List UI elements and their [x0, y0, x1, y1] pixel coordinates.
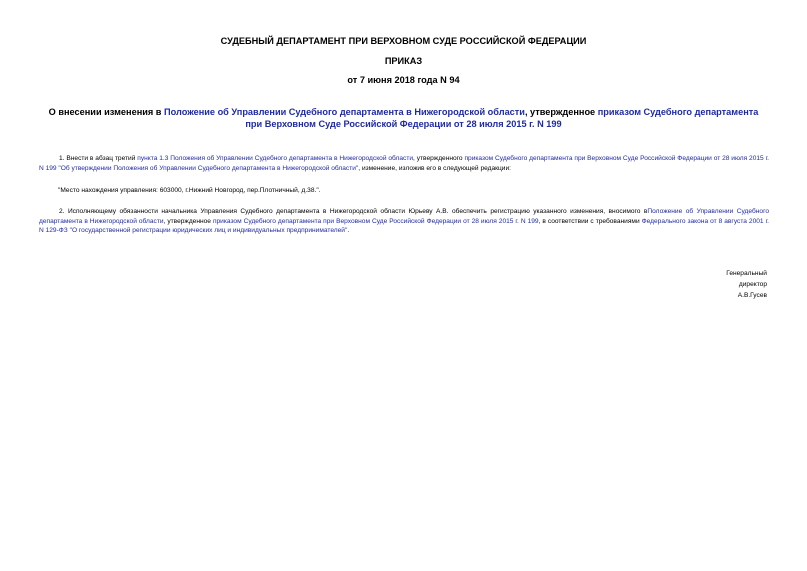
organization-heading: СУДЕБНЫЙ ДЕПАРТАМЕНТ ПРИ ВЕРХОВНОМ СУДЕ РОССИЙСКОЙ ФЕДЕРАЦИИ	[220, 36, 587, 46]
p3-text-2: , утвержденное	[163, 217, 213, 225]
p3-link-regulation[interactable]: Положение об Управлении Судебного департамента в Нижегородской области	[39, 208, 770, 225]
p1-link-order[interactable]: приказом Судебного департамента при Верховном Суде Российской Федерации от 28 июля 2015 г. N 199 "Об утверждении Положения об Управлении Судебного департамента в Нижегородской области"	[39, 155, 770, 172]
signature-name: А.В.Гусев	[737, 292, 767, 299]
signature-block	[647, 268, 767, 301]
p1-text-3: , изменение, изложив его в следующей редакции:	[358, 164, 512, 172]
signature-position-line1: Генеральный	[726, 270, 767, 277]
p1-text-1: 1. Внести в абзац третий	[59, 155, 138, 162]
paragraph-2: "Место нахождения управления: 603000, г.Нижний Новгород, пер.Плотничный, д.38.".	[58, 187, 321, 194]
paragraph-3	[39, 207, 769, 236]
title-text-1: О внесении изменения в	[48, 107, 165, 117]
paragraph-1	[39, 154, 769, 173]
title-link-regulation[interactable]: Положение об Управлении Судебного департамента в Нижегородской области	[164, 107, 525, 117]
title-text-2: , утвержденное	[524, 107, 598, 117]
p1-link-clause[interactable]: пункта 1.3 Положения об Управлении Судебного департамента в Нижегородской области	[137, 155, 414, 162]
p3-link-federal-law[interactable]: Федерального закона от 8 августа 2001 г. N 129-ФЗ "О государственной регистрации юридических лиц и индивидуальных предпринимателей"	[39, 217, 769, 235]
title-link-order[interactable]: приказом Судебного департамента при Верховном Суде Российской Федерации от 28 июля 2015 г. N 199	[245, 107, 759, 129]
p3-link-order[interactable]: приказом Судебного департамента при Верховном Суде Российской Федерации от 28 июля 2015 г. N 199	[212, 217, 539, 225]
document-type: ПРИКАЗ	[384, 56, 423, 66]
p3-text-3: , в соответствии с требованиями	[538, 217, 642, 225]
p3-text-1: 2. Исполняющему обязанности начальника Управления Судебного департамента в Нижегородской области Юрьеву А.В. обеспечить регистрацию указанного изменения, вносимого в	[59, 208, 648, 215]
document-title	[40, 106, 767, 130]
p1-text-2: , утвержденного	[413, 155, 465, 162]
document-date-number: от 7 июня 2018 года N 94	[347, 75, 460, 85]
signature-position-line2: директор	[738, 281, 767, 288]
p3-text-4: .	[347, 227, 350, 235]
